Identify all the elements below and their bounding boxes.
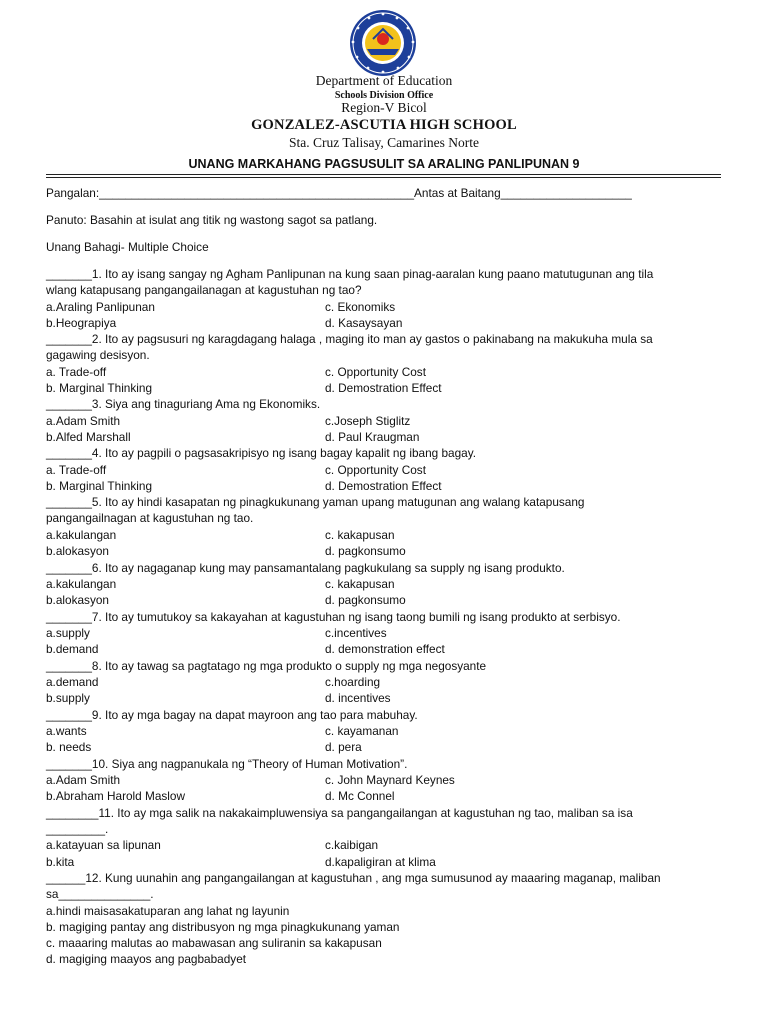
question-5-option-c: c. kakapusan (325, 528, 395, 542)
question-12-option-c: c. maaaring malutas ao mabawasan ang suliranin sa kakapusan (46, 936, 382, 950)
question-4-line-1: _______4. Ito ay pagpili o pagsasakripisyo ng isang bagay kapalit ng ibang bagay. (46, 446, 477, 460)
question-12-option-a: a.hindi maisasakatuparan ang lahat ng layunin (46, 904, 290, 918)
question-3-option-d: d. Paul Kraugman (325, 430, 420, 444)
question-8-line-1: _______8. Ito ay tawag sa pagtatago ng mga produkto o supply ng mga negosyante (46, 659, 487, 673)
question-3-option-a: a.Adam Smith (46, 414, 121, 428)
question-1-line-1: _______1. Ito ay isang sangay ng Agham Panlipunan na kung saan pinag-aaralan kung paano matutugunan ang tila (46, 267, 654, 281)
question-5-option-b: b.alokasyon (46, 544, 109, 558)
question-11-line-1: ________11. Ito ay mga salik na nakakaimpluwensiya sa pangangailangan at kagustuhan ng tao, maliban sa isa (46, 806, 633, 820)
question-5-line-2: pangangailnagan at kagustuhan ng tao. (46, 511, 254, 525)
question-7-option-d: d. demonstration effect (325, 642, 445, 656)
question-7-option-b: b.demand (46, 642, 99, 656)
question-12-option-d: d. magiging maayos ang pagbabadyet (46, 952, 247, 966)
question-5-option-d: d. pagkonsumo (325, 544, 406, 558)
question-4-option-c: c. Opportunity Cost (325, 463, 426, 477)
school-name: GONZALEZ-ASCUTIA HIGH SCHOOL (251, 117, 517, 133)
question-6-option-c: c. kakapusan (325, 577, 395, 591)
question-2-line-1: _______2. Ito ay pagsusuri ng karagdagang halaga , maging ito man ay gastos o pakinabang na makukuha mula sa (46, 332, 653, 346)
question-10-option-a: a.Adam Smith (46, 773, 121, 787)
question-11-option-c: c.kaibigan (325, 838, 379, 852)
instructions: Panuto: Basahin at isulat ang titik ng wastong sagot sa patlang. (46, 213, 378, 227)
question-6-option-b: b.alokasyon (46, 593, 109, 607)
question-6-option-a: a.kakulangan (46, 577, 117, 591)
question-11-option-d: d.kapaligiran at klima (325, 855, 436, 869)
question-6-line-1: _______6. Ito ay nagaganap kung may pansamantalang pagkukulang sa supply ng isang produkto. (46, 561, 565, 575)
question-11-option-a: a.katayuan sa lipunan (46, 838, 161, 852)
question-2-option-b: b. Marginal Thinking (46, 381, 153, 395)
question-4-option-b: b. Marginal Thinking (46, 479, 153, 493)
question-8-option-a: a.demand (46, 675, 99, 689)
question-1-option-d: d. Kasaysayan (325, 316, 403, 330)
school-seal-logo (337, 9, 429, 77)
question-11-option-b: b.kita (46, 855, 75, 869)
section-title: Unang Bahagi- Multiple Choice (46, 240, 209, 254)
question-3-option-b: b.Alfed Marshall (46, 430, 131, 444)
question-8-option-d: d. incentives (325, 691, 391, 705)
question-10-line-1: _______10. Siya ang nagpanukala ng “Theory of Human Motivation”. (46, 757, 408, 771)
title-rule-top (46, 174, 721, 175)
department-heading: Department of Education (315, 73, 453, 88)
question-3-option-c: c.Joseph Stiglitz (325, 414, 411, 428)
question-8-option-b: b.supply (46, 691, 90, 705)
question-4-option-a: a. Trade-off (46, 463, 107, 477)
question-8-option-c: c.hoarding (325, 675, 381, 689)
question-9-option-d: d. pera (325, 740, 362, 754)
question-5-line-1: _______5. Ito ay hindi kasapatan ng pinagkukunang yaman upang matugunan ang walang katapusang (46, 495, 585, 509)
question-9-line-1: _______9. Ito ay mga bagay na dapat mayroon ang tao para mabuhay. (46, 708, 418, 722)
question-1-line-2: wlang katapusang pangangailanagan at kagustuhan ng tao? (46, 283, 362, 297)
question-1-option-c: c. Ekonomiks (325, 300, 396, 314)
question-2-option-c: c. Opportunity Cost (325, 365, 426, 379)
question-12-line-2: sa______________. (46, 887, 154, 901)
question-1-option-a: a.Araling Panlipunan (46, 300, 155, 314)
question-11-line-2: _________. (46, 822, 109, 836)
question-10-option-c: c. John Maynard Keynes (325, 773, 455, 787)
question-7-option-a: a.supply (46, 626, 90, 640)
question-2-option-d: d. Demostration Effect (325, 381, 442, 395)
question-9-option-b: b. needs (46, 740, 92, 754)
division-heading: Schools Division Office (334, 90, 434, 101)
school-address: Sta. Cruz Talisay, Camarines Norte (289, 135, 479, 150)
exam-title: UNANG MARKAHANG PAGSUSULIT SA ARALING PANLIPUNAN 9 (188, 157, 580, 171)
question-3-line-1: _______3. Siya ang tinaguriang Ama ng Ekonomiks. (46, 397, 321, 411)
question-12-line-1: ______12. Kung uunahin ang pangangailangan at kagustuhan , ang mga sumusunod ay maaaring maganap, maliban (46, 871, 661, 885)
question-7-option-c: c.incentives (325, 626, 387, 640)
question-4-option-d: d. Demostration Effect (325, 479, 442, 493)
region-heading: Region-V Bicol (341, 100, 427, 115)
question-10-option-b: b.Abraham Harold Maslow (46, 789, 185, 803)
question-6-option-d: d. pagkonsumo (325, 593, 406, 607)
question-1-option-b: b.Heograpiya (46, 316, 117, 330)
question-12-option-b: b. magiging pantay ang distribusyon ng mga pinagkukunang yaman (46, 920, 400, 934)
title-rule-bottom (46, 177, 721, 178)
question-9-option-a: a.wants (46, 724, 87, 738)
question-7-line-1: _______7. Ito ay tumutukoy sa kakayahan at kagustuhan ng isang taong bumili ng isang produkto at serbisyo. (46, 610, 621, 624)
question-2-line-2: gagawing desisyon. (46, 348, 150, 362)
question-9-option-c: c. kayamanan (325, 724, 399, 738)
question-10-option-d: d. Mc Connel (325, 789, 395, 803)
name-grade-line: Pangalan:________________________________________________Antas at Baitang____________________ (46, 186, 632, 200)
question-5-option-a: a.kakulangan (46, 528, 117, 542)
question-2-option-a: a. Trade-off (46, 365, 107, 379)
